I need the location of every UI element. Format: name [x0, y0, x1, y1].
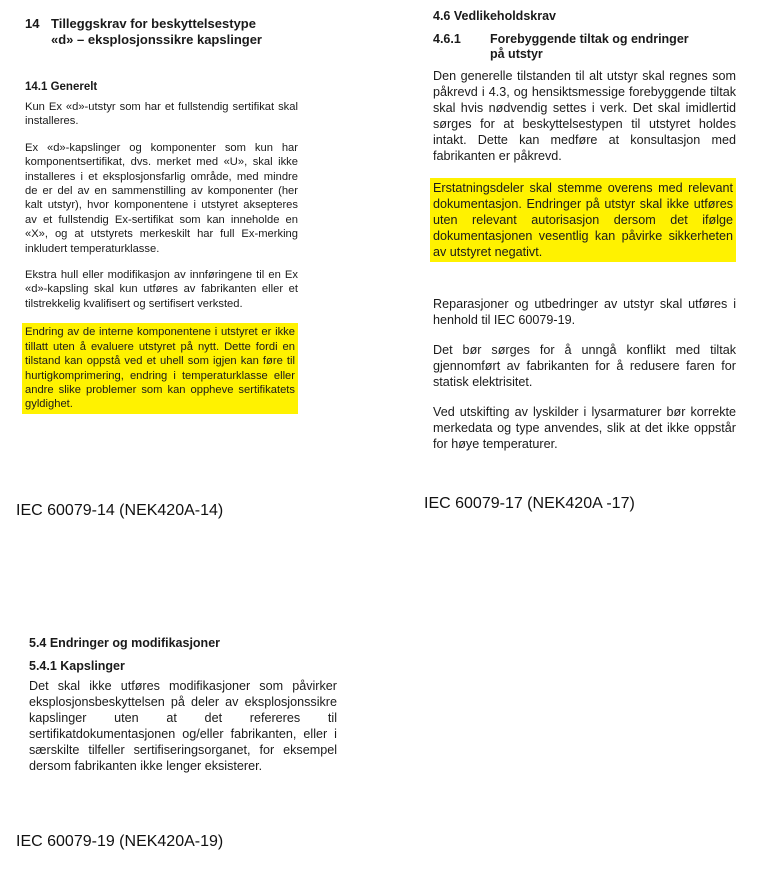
section-5-4-heading: 5.4 Endringer og modifikasjoner — [29, 636, 221, 650]
excerpt-iec-60079-19 — [29, 636, 337, 774]
excerpt-iec-60079-14 — [25, 16, 298, 414]
section-4-6-heading: 4.6 Vedlikeholdskrav — [433, 9, 556, 23]
section-14-1-heading: 14.1 Generelt — [25, 81, 98, 93]
section-4-6-1-paragraph-3: Reparasjoner og utbedringer av utstyr skal utføres i henhold til IEC 60079-19. — [433, 297, 736, 327]
section-14-1-paragraph-4-highlighted: Endring av de interne komponentene i utstyret er ikke tillatt uten å evaluere utstyret på nytt. Dette fordi en tilstand kan oppstå ved et uhell som igjen kan føre til hurtigkomprimering, endring i temperaturklasse eller andre slike problemer som kan oppheve sertifikatets gyldighet. — [22, 323, 298, 413]
section-4-6-1-paragraph-5: Ved utskifting av lyskilder i lysarmaturer bør korrekte merkedata og type anvendes, slik at det ikke oppstår for høye temperaturer. — [433, 405, 736, 451]
section-5-4-1-paragraph-1: Det skal ikke utføres modifikasjoner som påvirker eksplosjonsbeskyttelsen på deler av eksplosjonssikre kapslinger uten at det refereres til sertifikatdokumentasjonen og/eller fabrikanten, eller i særskilte tilfeller sertifiseringsorganet, for eksempel dersom fabrikanten ikke lenger eksisterer. — [29, 679, 337, 773]
section-14-heading — [25, 16, 298, 48]
section-4-6-1-paragraph-1: Den generelle tilstanden til alt utstyr skal regnes som påkrevd i 4.3, og hensiktsmessige forebyggende tiltak skal hvis nødvendig settes i verk. Det skal imidlertid sørges for at beskyttelsestypen til utstyret holdes intakt. Dette kan medføre at konsultasjon med fabrikanten er påkrevd. — [433, 69, 736, 163]
section-14-1-paragraph-1: Kun Ex «d»-utstyr som har et fullstendig sertifikat skal installeres. — [25, 101, 298, 128]
section-5-4-1-heading: 5.4.1 Kapslinger — [29, 659, 125, 673]
section-4-6-1-heading — [433, 32, 736, 62]
section-14-title-line1: Tilleggskrav for beskyttelsestype — [51, 16, 256, 31]
section-14-1-paragraph-2: Ex «d»-kapslinger og komponenter som kun har komponentsertifikat, dvs. merket med «U», skal ikke installeres i et eksplosjonsfarlig område, med mindre de er del av en sammenstilling av komponenter (her kalt utstyr), hvor komponentene i utstyret aksepteres av et fullstendig Ex-sertifikat som kan inneholde en «X», og at utstyrets merkeskilt har full Ex-merking inkludert temperaturklasse. — [25, 141, 298, 255]
caption-iec-60079-17: IEC 60079-17 (NEK420A -17) — [424, 495, 635, 512]
section-4-6-1-title-line1: Forebyggende tiltak og endringer — [490, 32, 689, 46]
excerpt-iec-60079-17 — [433, 9, 736, 452]
caption-iec-60079-19: IEC 60079-19 (NEK420A-19) — [16, 833, 224, 850]
section-4-6-1-paragraph-2-highlighted: Erstatningsdeler skal stemme overens med relevant dokumentasjon. Endringer på utstyr skal ikke utføres uten relevant autorisasjon dersom det ifølge dokumentasjonen vesentlig kan påvirke sikkerheten av utstyret negativt. — [430, 178, 736, 262]
section-4-6-1-paragraph-4: Det bør sørges for å unngå konflikt med tiltak gjennomført av fabrikanten for å redusere faren for statisk elektrisitet. — [433, 343, 736, 389]
section-14-title-line2: «d» – eksplosjonssikre kapslinger — [51, 32, 262, 47]
section-4-6-1-number: 4.6.1 — [433, 32, 461, 46]
section-14-number: 14 — [25, 16, 40, 31]
caption-iec-60079-14: IEC 60079-14 (NEK420A-14) — [16, 502, 224, 519]
section-4-6-1-title-line2: på utstyr — [490, 47, 543, 61]
section-14-1-paragraph-3: Ekstra hull eller modifikasjon av innføringene til en Ex «d»-kapsling skal kun utføres av fabrikanten eller et tilstrekkelig kvalifisert og sertifisert verksted. — [25, 269, 298, 310]
